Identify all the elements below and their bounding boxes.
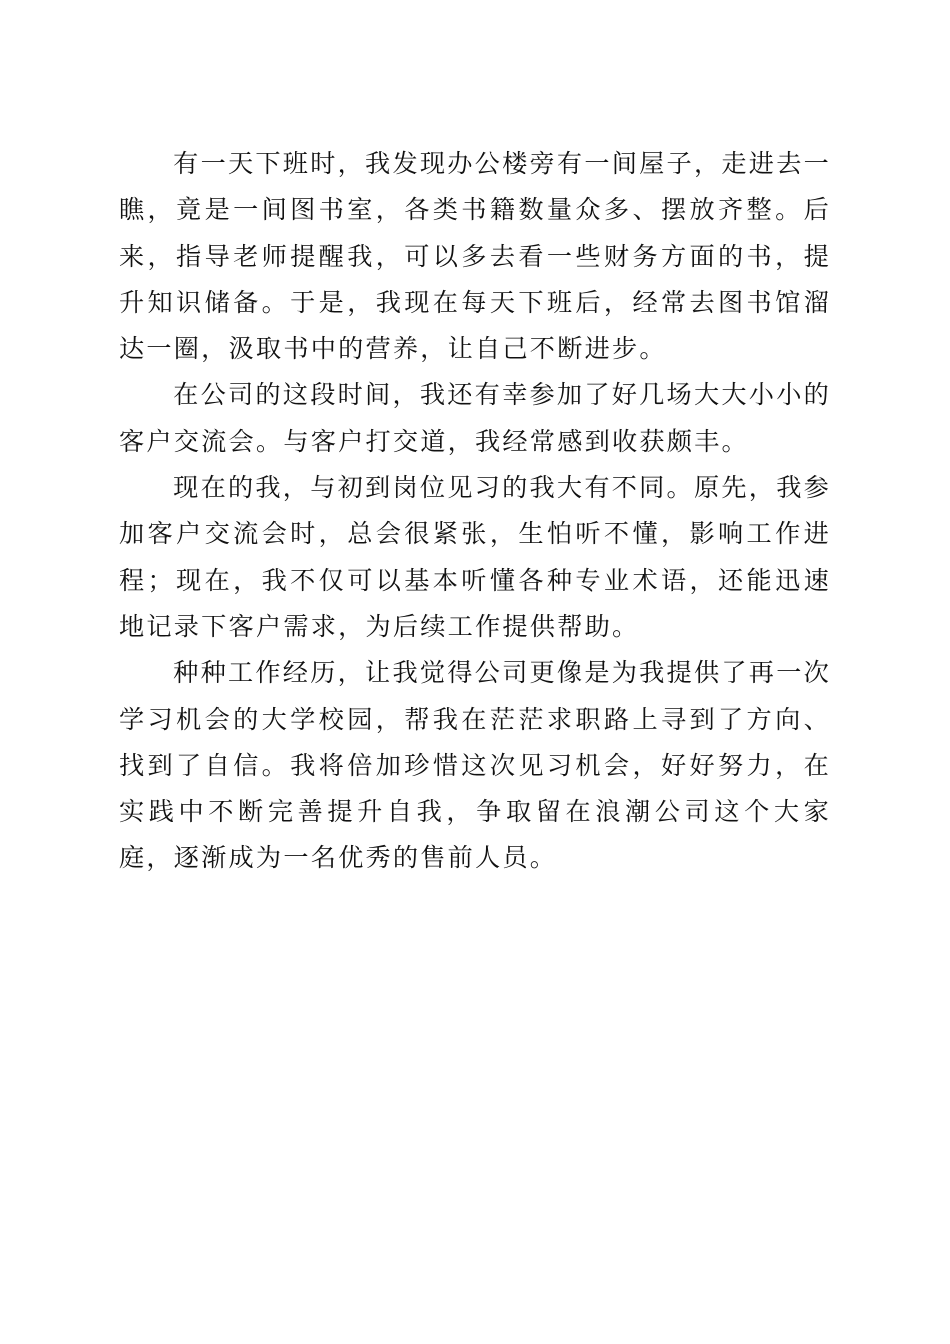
paragraph-progress: 现在的我，与初到岗位见习的我大有不同。原先，我参加客户交流会时，总会很紧张，生怕听不懂，影响工作进程；现在，我不仅可以基本听懂各种专业术语，还能迅速地记录下客户需求，为后续工作提供帮助。 [119,473,831,641]
paragraph-client-meetings: 在公司的这段时间，我还有幸参加了好几场大大小小的客户交流会。与客户打交道，我经常感到收获颇丰。 [119,380,831,456]
document-body [119,141,831,882]
paragraph-library: 有一天下班时，我发现办公楼旁有一间屋子，走进去一瞧，竟是一间图书室，各类书籍数量众多、摆放齐整。后来，指导老师提醒我，可以多去看一些财务方面的书，提升知识储备。于是，我现在每天下班后，经常去图书馆溜达一圈，汲取书中的营养，让自己不断进步。 [119,149,831,364]
paragraph-conclusion: 种种工作经历，让我觉得公司更像是为我提供了再一次学习机会的大学校园，帮我在茫茫求职路上寻到了方向、找到了自信。我将倍加珍惜这次见习机会，好好努力，在实践中不断完善提升自我，争取留在浪潮公司这个大家庭，逐渐成为一名优秀的售前人员。 [119,658,831,873]
